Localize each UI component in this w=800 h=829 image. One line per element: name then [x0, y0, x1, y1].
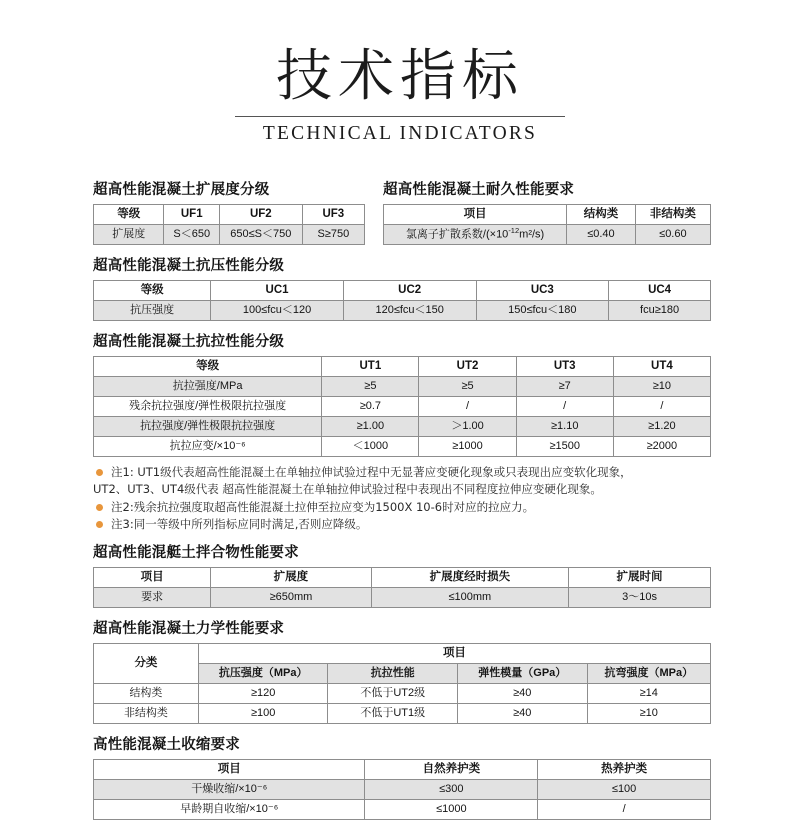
compressive-header-uc4: UC4	[609, 281, 711, 301]
tensile-value-3-2: ≥1500	[516, 437, 613, 457]
mechanical-row-label-1: 非结构类	[94, 704, 199, 724]
table-row	[384, 225, 711, 245]
flow-header-uf3: UF3	[302, 205, 364, 225]
durability-row-label	[384, 225, 567, 245]
section-mechanical	[93, 617, 711, 724]
compressive-header-uc2: UC2	[343, 281, 476, 301]
section-shrinkage	[93, 733, 711, 820]
section-title-shrinkage: 高性能混凝土收缩要求	[93, 737, 240, 754]
table-row	[94, 760, 711, 780]
durability-label-tail: m²/s)	[519, 229, 545, 241]
bullet-icon	[96, 469, 103, 476]
mixture-value-flow-time: 3～10s	[569, 588, 711, 608]
mixture-value-flow-loss: ≤100mm	[371, 588, 568, 608]
table-row	[94, 205, 365, 225]
note-1-text: 注1: UT1级代表超高性能混凝土在单轴拉伸试验过程中无显著应变硬化现象或只表现出应变软化现象，	[111, 465, 632, 479]
table-row	[94, 800, 711, 820]
table-row	[94, 225, 365, 245]
mechanical-value-0-2: ≥40	[458, 684, 588, 704]
tensile-notes	[93, 464, 711, 532]
shrinkage-header-natural: 自然养护类	[365, 760, 538, 780]
mechanical-header-class: 分类	[94, 644, 199, 684]
tensile-value-3-1: ≥1000	[419, 437, 516, 457]
flow-header-uf1: UF1	[164, 205, 220, 225]
tensile-value-3-0: ＜1000	[322, 437, 419, 457]
note-item	[93, 499, 711, 515]
tensile-header-ut1: UT1	[322, 357, 419, 377]
table-row	[384, 205, 711, 225]
table-row	[94, 301, 711, 321]
mechanical-subheader-modulus: 弹性模量（GPa）	[458, 664, 588, 684]
section-title-mechanical: 超高性能混凝土力学性能要求	[93, 621, 285, 638]
page-title-cn: 技术指标	[276, 44, 524, 109]
page-title-en: TECHNICAL INDICATORS	[262, 122, 538, 144]
flow-value-uf1: S＜650	[164, 225, 220, 245]
tensile-row-label-1: 残余抗拉强度/弹性极限抗拉强度	[94, 397, 322, 417]
durability-header-structural: 结构类	[567, 205, 636, 225]
mechanical-value-0-0: ≥120	[198, 684, 328, 704]
mechanical-header-group: 项目	[198, 644, 710, 664]
tensile-row-label-2: 抗拉强度/弹性极限抗拉强度	[94, 417, 322, 437]
tensile-header-ut4: UT4	[613, 357, 710, 377]
section-durability	[383, 178, 711, 245]
durability-value-nonstructural: ≤0.60	[635, 225, 710, 245]
shrinkage-value-1-1: /	[538, 800, 711, 820]
compressive-value-uc2: 120≤fcu＜150	[343, 301, 476, 321]
bullet-icon	[96, 521, 103, 528]
durability-header-nonstructural: 非结构类	[635, 205, 710, 225]
table-row	[94, 588, 711, 608]
section-title-flow: 超高性能混凝土扩展度分级	[93, 182, 270, 198]
tensile-value-2-0: ≥1.00	[322, 417, 419, 437]
tensile-value-0-0: ≥5	[322, 377, 419, 397]
section-title-durability: 超高性能混凝土耐久性能要求	[383, 182, 575, 198]
compressive-row-label: 抗压强度	[94, 301, 211, 321]
table-tensile	[93, 356, 711, 457]
durability-label-exponent: -12	[508, 226, 520, 236]
table-row	[94, 568, 711, 588]
mixture-header-item: 项目	[94, 568, 211, 588]
tensile-value-0-2: ≥7	[516, 377, 613, 397]
section-flow-classification	[93, 178, 365, 245]
compressive-value-uc3: 150≤fcu＜180	[476, 301, 609, 321]
table-row	[94, 357, 711, 377]
shrinkage-row-label-0: 干燥收缩/×10⁻⁶	[94, 780, 365, 800]
compressive-header-grade: 等级	[94, 281, 211, 301]
tensile-header-grade: 等级	[94, 357, 322, 377]
tensile-row-label-3: 抗拉应变/×10⁻⁶	[94, 437, 322, 457]
flow-value-uf2: 650≤S＜750	[220, 225, 303, 245]
note-item	[93, 516, 711, 532]
shrinkage-header-item: 项目	[94, 760, 365, 780]
compressive-header-uc3: UC3	[476, 281, 609, 301]
tensile-value-1-2: /	[516, 397, 613, 417]
table-durability	[383, 204, 711, 245]
section-title-compressive: 超高性能混凝土抗压性能分级	[93, 258, 285, 274]
compressive-header-uc1: UC1	[211, 281, 344, 301]
section-tensile	[93, 330, 711, 532]
section-mixture	[93, 541, 711, 608]
table-row	[94, 437, 711, 457]
mechanical-subheader-flexural: 抗弯强度（MPa）	[587, 664, 710, 684]
mixture-row-label: 要求	[94, 588, 211, 608]
mechanical-value-1-0: ≥100	[198, 704, 328, 724]
note-3-text: 注3:同一等级中所列指标应同时满足,否则应降级。	[111, 516, 368, 531]
section-title-tensile: 超高性能混凝土抗拉性能分级	[93, 334, 285, 350]
compressive-value-uc1: 100≤fcu＜120	[211, 301, 344, 321]
table-row	[94, 397, 711, 417]
title-divider	[235, 116, 565, 117]
mechanical-value-0-3: ≥14	[587, 684, 710, 704]
note-1-continuation-text: UT2、UT3、UT4级代表 超高性能混凝土在单轴拉伸试验过程中表现出不同程度拉伸应变硬化现象。	[93, 482, 602, 497]
durability-header-item: 项目	[384, 205, 567, 225]
table-row	[94, 377, 711, 397]
mechanical-row-label-0: 结构类	[94, 684, 199, 704]
shrinkage-value-1-0: ≤1000	[365, 800, 538, 820]
table-row	[94, 644, 711, 664]
mixture-header-flow: 扩展度	[211, 568, 371, 588]
section-compressive	[93, 254, 711, 321]
durability-label-head: 氯离子扩散系数/(×10	[405, 229, 509, 241]
tensile-value-1-1: /	[419, 397, 516, 417]
mixture-header-flow-loss: 扩展度经时损失	[371, 568, 568, 588]
tensile-value-2-3: ≥1.20	[613, 417, 710, 437]
mechanical-value-1-3: ≥10	[587, 704, 710, 724]
shrinkage-value-0-1: ≤100	[538, 780, 711, 800]
tensile-value-1-0: ≥0.7	[322, 397, 419, 417]
table-row	[94, 780, 711, 800]
mechanical-value-1-2: ≥40	[458, 704, 588, 724]
durability-value-structural: ≤0.40	[567, 225, 636, 245]
mechanical-value-1-1: 不低于UT1级	[328, 704, 458, 724]
mixture-value-flow: ≥650mm	[211, 588, 371, 608]
tensile-value-2-1: ＞1.00	[419, 417, 516, 437]
table-mixture	[93, 567, 711, 608]
bullet-icon	[96, 504, 103, 511]
mechanical-value-0-1: 不低于UT2级	[328, 684, 458, 704]
mixture-header-flow-time: 扩展时间	[569, 568, 711, 588]
tensile-header-ut2: UT2	[419, 357, 516, 377]
table-row	[94, 281, 711, 301]
note-1-continuation	[93, 481, 711, 497]
shrinkage-header-heat: 热养护类	[538, 760, 711, 780]
mechanical-subheader-tensile: 抗拉性能	[328, 664, 458, 684]
tensile-value-1-3: /	[613, 397, 710, 417]
tensile-value-2-2: ≥1.10	[516, 417, 613, 437]
mechanical-subheader-compressive: 抗压强度（MPa）	[198, 664, 328, 684]
tensile-header-ut3: UT3	[516, 357, 613, 377]
table-row	[94, 417, 711, 437]
top-section-row	[93, 178, 711, 254]
tensile-value-0-1: ≥5	[419, 377, 516, 397]
table-shrinkage	[93, 759, 711, 820]
tensile-value-3-3: ≥2000	[613, 437, 710, 457]
tensile-row-label-0: 抗拉强度/MPa	[94, 377, 322, 397]
flow-row-label: 扩展度	[94, 225, 164, 245]
shrinkage-value-0-0: ≤300	[365, 780, 538, 800]
flow-header-uf2: UF2	[220, 205, 303, 225]
tensile-value-0-3: ≥10	[613, 377, 710, 397]
note-2-text: 注2:残余抗拉强度取超高性能混凝土拉伸至拉应变为1500X 10-6时对应的拉应力。	[111, 499, 535, 514]
section-title-mixture: 超高性能混艇土拌合物性能要求	[93, 545, 299, 562]
flow-value-uf3: S≥750	[302, 225, 364, 245]
compressive-value-uc4: fcu≥180	[609, 301, 711, 321]
table-mechanical	[93, 643, 711, 724]
table-flow-classification	[93, 204, 365, 245]
table-row	[94, 704, 711, 724]
flow-header-grade: 等级	[94, 205, 164, 225]
page-header	[0, 0, 800, 145]
content-area	[93, 178, 711, 829]
shrinkage-row-label-1: 早龄期自收缩/×10⁻⁶	[94, 800, 365, 820]
note-item	[93, 464, 711, 480]
table-row	[94, 684, 711, 704]
table-compressive	[93, 280, 711, 321]
